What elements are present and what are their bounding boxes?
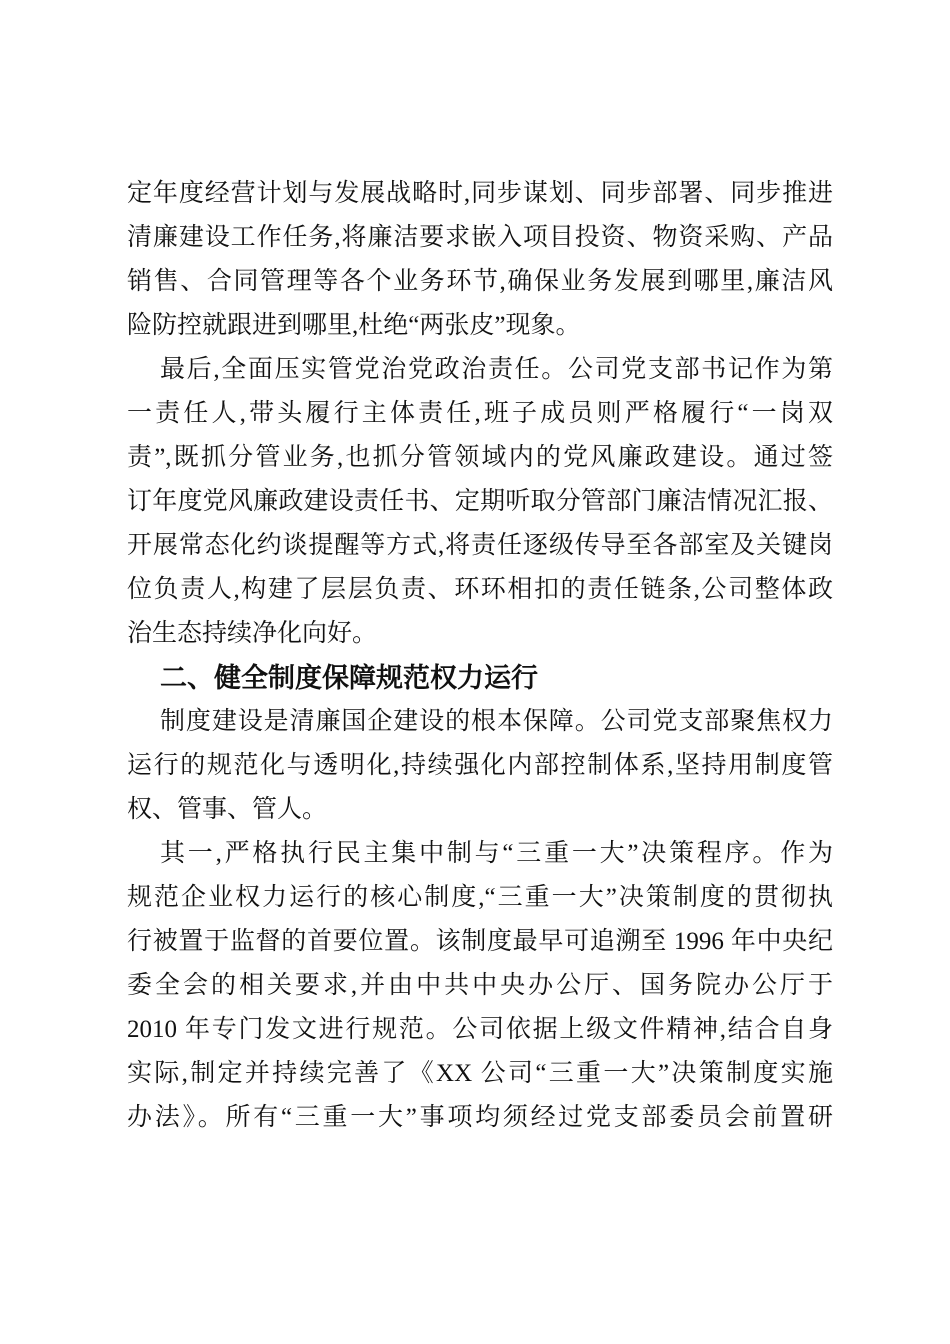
text-line: 2010 年专门发文进行规范。公司依据上级文件精神,结合自身 — [127, 1016, 833, 1043]
text-line: 运行的规范化与透明化,持续强化内部控制体系,坚持用制度管 — [127, 752, 833, 779]
text-line: 规范企业权力运行的核心制度,“三重一大”决策制度的贯彻执 — [127, 884, 833, 911]
text-line: 其一,严格执行民主集中制与“三重一大”决策程序。作为 — [160, 840, 833, 867]
paragraph — [127, 348, 833, 656]
text-line: 制度建设是清廉国企建设的根本保障。公司党支部聚焦权力 — [160, 708, 833, 735]
text-line: 销售、合同管理等各个业务环节,确保业务发展到哪里,廉洁风 — [127, 268, 833, 295]
text-line: 位负责人,构建了层层负责、环环相扣的责任链条,公司整体政 — [127, 576, 833, 603]
text-line: 最后,全面压实管党治党政治责任。公司党支部书记作为第 — [160, 356, 833, 383]
text-line: 责”,既抓分管业务,也抓分管领域内的党风廉政建设。通过签 — [127, 444, 833, 471]
text-line: 治生态持续净化向好。 — [127, 620, 378, 647]
text-line: 险防控就跟进到哪里,杜绝“两张皮”现象。 — [127, 312, 581, 339]
text-line: 行被置于监督的首要位置。该制度最早可追溯至 1996 年中央纪 — [127, 928, 833, 955]
text-line: 委全会的相关要求,并由中共中央办公厅、国务院办公厅于 — [127, 972, 833, 999]
paragraph — [127, 172, 833, 348]
paragraph — [127, 832, 833, 1140]
text-line: 开展常态化约谈提醒等方式,将责任逐级传导至各部室及关键岗 — [127, 532, 833, 559]
text-line: 实际,制定并持续完善了《XX 公司“三重一大”决策制度实施 — [127, 1060, 833, 1087]
paragraph — [127, 700, 833, 832]
text-line: 定年度经营计划与发展战略时,同步谋划、同步部署、同步推进 — [127, 180, 833, 207]
text-line: 权、管事、管人。 — [127, 796, 328, 823]
heading-line: 二、健全制度保障规范权力运行 — [160, 663, 538, 693]
text-line: 办法》。所有“三重一大”事项均须经过党支部委员会前置研 — [127, 1104, 833, 1131]
text-line: 清廉建设工作任务,将廉洁要求嵌入项目投资、物资采购、产品 — [127, 224, 833, 251]
text-block — [127, 172, 833, 1140]
text-line: 订年度党风廉政建设责任书、定期听取分管部门廉洁情况汇报、 — [127, 488, 833, 515]
text-line: 一责任人,带头履行主体责任,班子成员则严格履行“一岗双 — [127, 400, 833, 427]
section-heading — [127, 656, 833, 700]
